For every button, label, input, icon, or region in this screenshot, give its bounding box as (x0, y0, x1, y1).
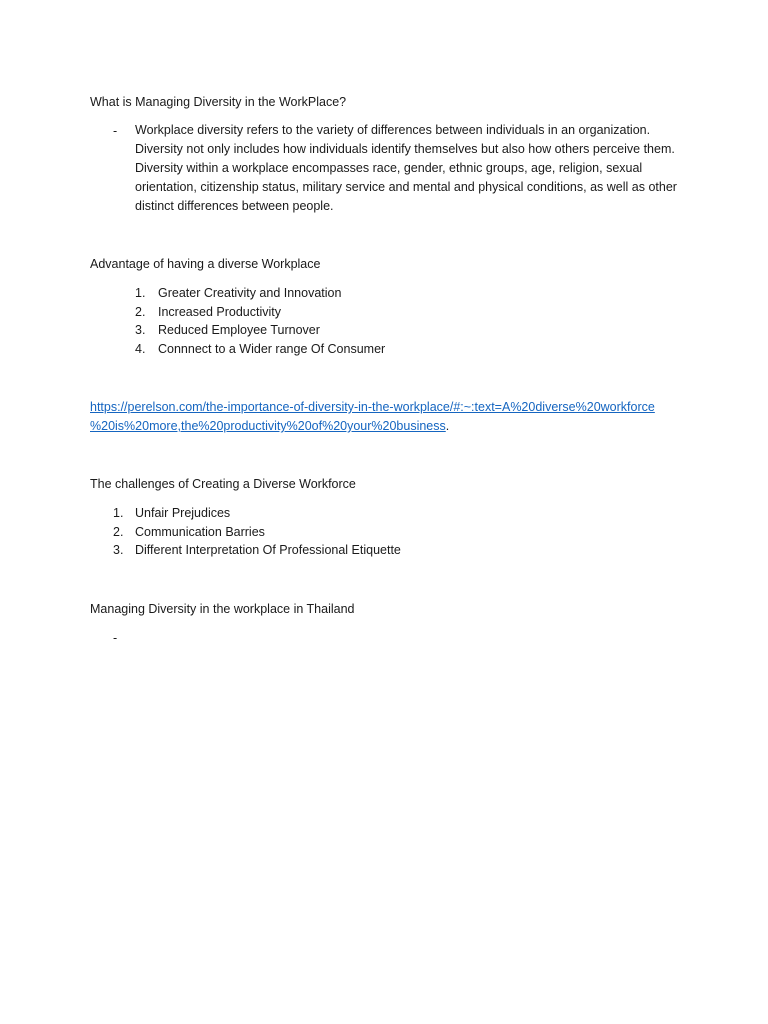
section-heading-advantages: Advantage of having a diverse Workplace (90, 257, 321, 271)
list-item-number: 4. (135, 342, 146, 356)
list-item-number: 3. (135, 323, 146, 337)
reference-link-line1-wrapper (90, 398, 655, 416)
workplace-diversity-paragraph: Workplace diversity refers to the variety of differences between individuals in an organization. Diversity not only includes how individuals identify themselves but also how others perceive them. Diversity within a workplace encompasses race, gender, ethnic groups, age, religion, sexual orientation, citizenship status, military service and mental and physical conditions, as well as other distinct differences between people. (135, 123, 677, 213)
list-item: Different Interpretation Of Professional Etiquette (135, 543, 401, 557)
list-item: Reduced Employee Turnover (158, 323, 320, 337)
bullet-marker: - (113, 124, 118, 138)
reference-link-continued[interactable]: %20is%20more,the%20productivity%20of%20your%20business (90, 419, 446, 433)
list-item-number: 1. (113, 506, 124, 520)
list-item-number: 2. (113, 525, 124, 539)
list-item: Connnect to a Wider range Of Consumer (158, 342, 386, 356)
reference-link-line2-wrapper (90, 417, 449, 435)
list-item-number: 2. (135, 305, 146, 319)
section-heading-thailand: Managing Diversity in the workplace in Thailand (90, 602, 355, 616)
section-heading-challenges: The challenges of Creating a Diverse Workforce (90, 477, 356, 491)
bullet-marker: - (113, 631, 118, 645)
list-item-number: 1. (135, 286, 146, 300)
link-trailing-period: . (445, 419, 450, 433)
section-heading-managing-diversity: What is Managing Diversity in the WorkPlace? (90, 95, 347, 109)
list-item: Communication Barries (135, 525, 265, 539)
list-item: Increased Productivity (158, 305, 281, 319)
list-item: Unfair Prejudices (135, 506, 231, 520)
reference-link[interactable]: https://perelson.com/the-importance-of-diversity-in-the-workplace/#:~:text=A%20diverse%20workforce (90, 400, 655, 414)
list-item: Greater Creativity and Innovation (158, 286, 342, 300)
list-item-number: 3. (113, 543, 124, 557)
